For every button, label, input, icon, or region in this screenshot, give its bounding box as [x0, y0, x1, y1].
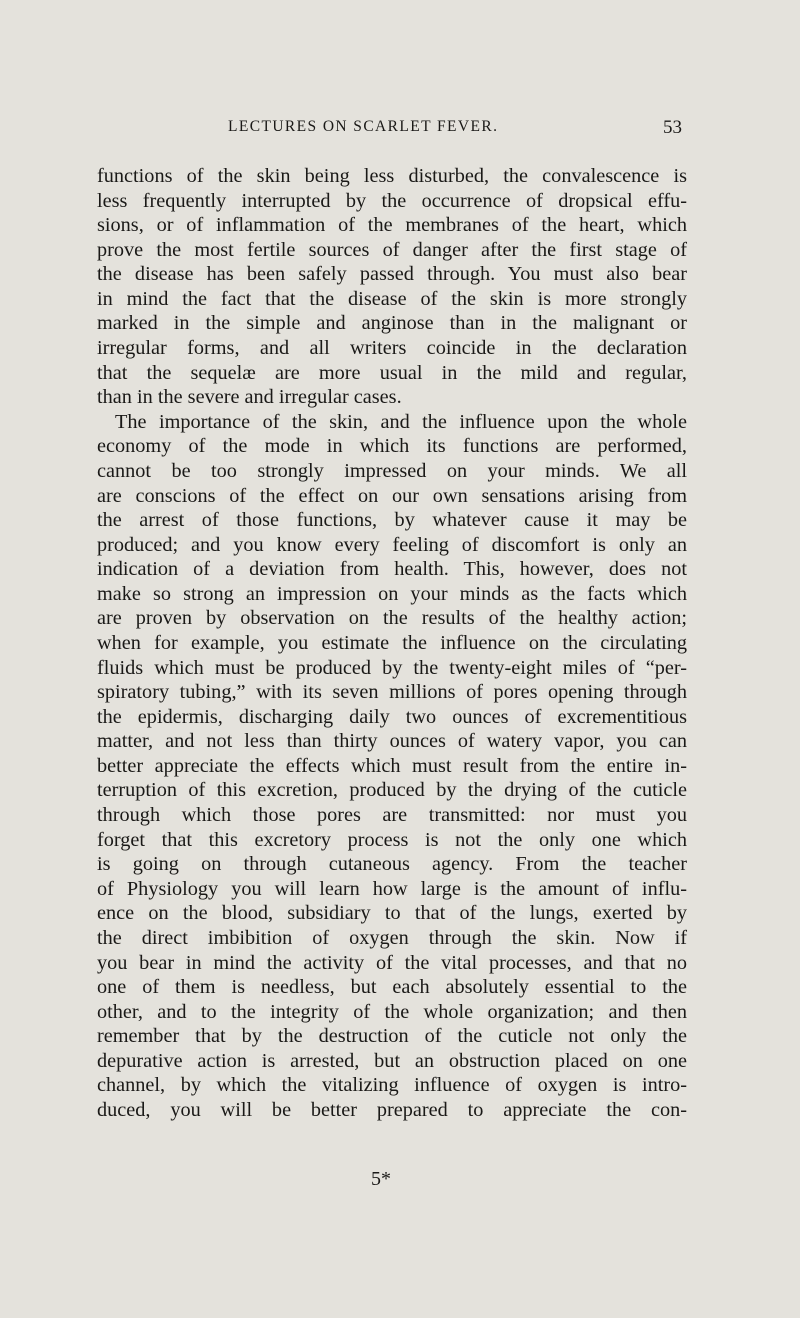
text-line: the direct imbibition of oxygen through the skin. Now if: [97, 926, 687, 949]
text-line: channel, by which the vitalizing influence of oxygen is intro-: [97, 1074, 687, 1097]
text-line: remember that by the destruction of the cuticle not only the: [97, 1025, 687, 1048]
text-line: the arrest of those functions, by whatever cause it may be: [97, 509, 687, 532]
text-line: depurative action is arrested, but an obstruction placed on one: [97, 1049, 687, 1072]
text-line: spiratory tubing,” with its seven millions of pores opening through: [97, 681, 687, 704]
text-line: fluids which must be produced by the twenty-eight miles of “per-: [97, 656, 687, 679]
text-line: in mind the fact that the disease of the skin is more strongly: [97, 287, 687, 310]
text-line: forget that this excretory process is not the only one which: [97, 828, 687, 851]
text-line: marked in the simple and anginose than in the malignant or: [97, 312, 687, 335]
text-line: when for example, you estimate the influence on the circulating: [97, 631, 687, 654]
text-line: less frequently interrupted by the occurrence of dropsical effu-: [97, 189, 687, 212]
running-title: LECTURES ON SCARLET FEVER.: [228, 118, 499, 135]
text-line: is going on through cutaneous agency. From the teacher: [97, 853, 687, 876]
text-line: you bear in mind the activity of the vital processes, and that no: [97, 951, 687, 974]
text-line: irregular forms, and all writers coincide in the declaration: [97, 337, 687, 360]
text-line: produced; and you know every feeling of discomfort is only an: [97, 533, 687, 556]
page-header: [0, 118, 800, 146]
text-line: better appreciate the effects which must result from the entire in-: [97, 754, 687, 777]
signature-mark: 5*: [371, 1168, 391, 1190]
text-line: are proven by observation on the results of the healthy action;: [97, 607, 687, 630]
text-line: the disease has been safely passed through. You must also bear: [97, 263, 687, 286]
text-line: that the sequelæ are more usual in the mild and regular,: [97, 361, 687, 384]
text-line: are conscions of the effect on our own sensations arising from: [97, 484, 687, 507]
text-line: matter, and not less than thirty ounces of watery vapor, you can: [97, 730, 687, 753]
body-text: [97, 164, 687, 1123]
text-line: terruption of this excretion, produced by the drying of the cuticle: [97, 779, 687, 802]
text-line: one of them is needless, but each absolutely essential to the: [97, 976, 687, 999]
text-line: sions, or of inflammation of the membranes of the heart, which: [97, 214, 687, 237]
text-line: the epidermis, discharging daily two ounces of excrementitious: [97, 705, 687, 728]
paragraph-end-line: than in the severe and irregular cases.: [97, 386, 402, 409]
text-line: ence on the blood, subsidiary to that of the lungs, exerted by: [97, 902, 687, 925]
text-line: duced, you will be better prepared to appreciate the con-: [97, 1098, 687, 1121]
text-line: through which those pores are transmitted: nor must you: [97, 804, 687, 827]
text-line: other, and to the integrity of the whole organization; and then: [97, 1000, 687, 1023]
text-line: cannot be too strongly impressed on your minds. We all: [97, 459, 687, 482]
text-line: economy of the mode in which its functions are performed,: [97, 435, 687, 458]
page-number: 53: [663, 117, 682, 138]
paragraph-start-line: The importance of the skin, and the influence upon the whole: [115, 410, 687, 433]
text-line: functions of the skin being less disturbed, the convalescence is: [97, 165, 687, 187]
text-line: indication of a deviation from health. This, however, does not: [97, 558, 687, 581]
text-line: prove the most fertile sources of danger after the first stage of: [97, 238, 687, 261]
text-line: make so strong an impression on your minds as the facts which: [97, 582, 687, 605]
text-line: of Physiology you will learn how large is the amount of influ-: [97, 877, 687, 900]
